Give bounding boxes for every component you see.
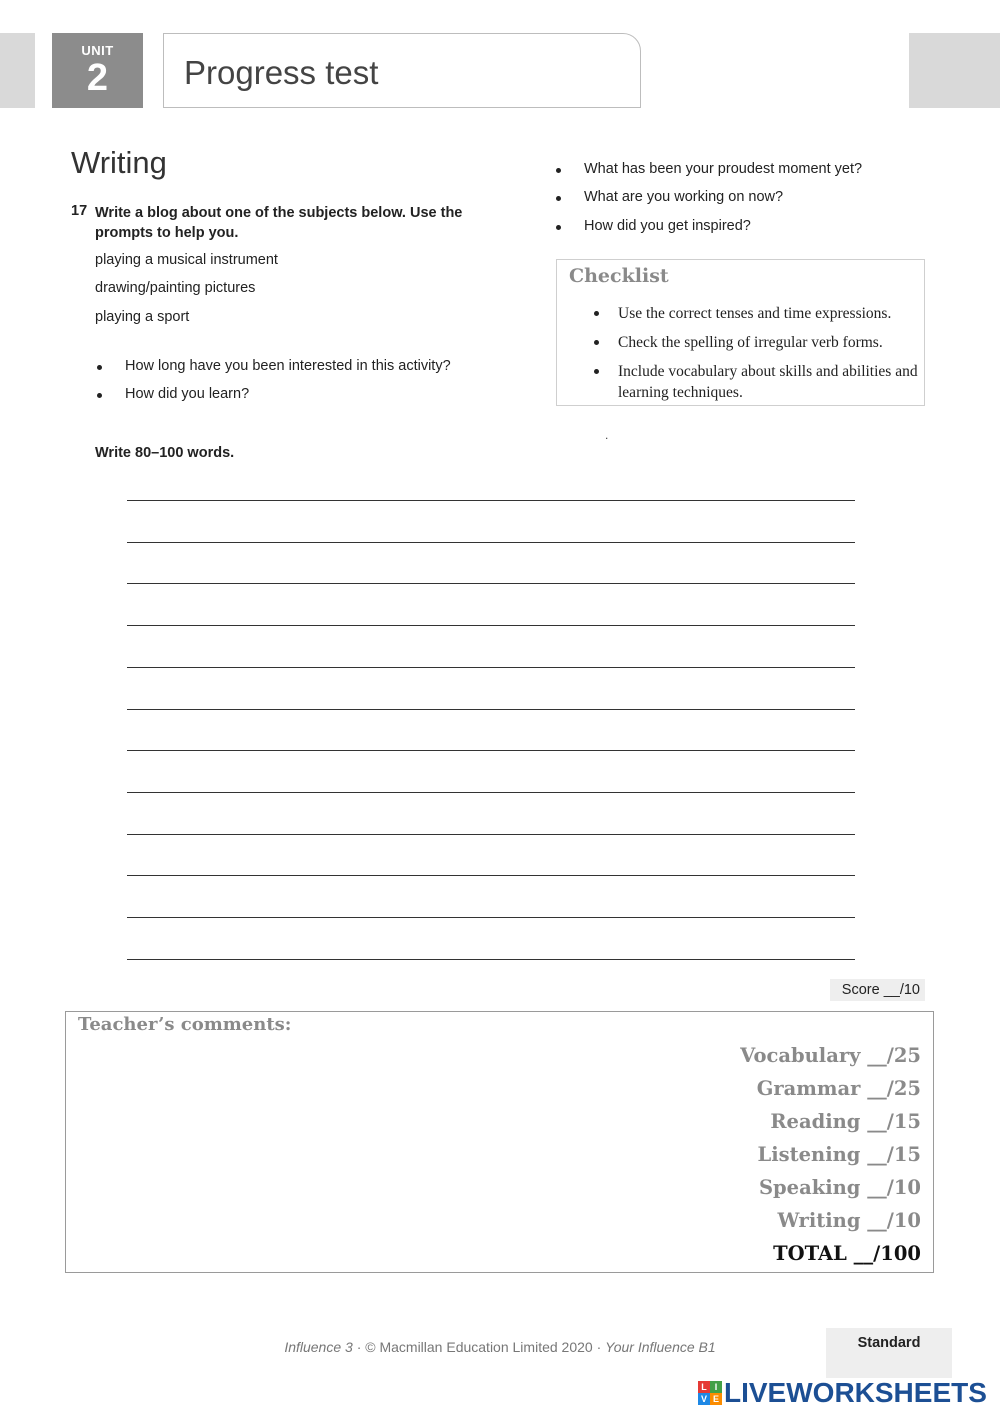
writing-line[interactable] <box>127 750 855 751</box>
liveworksheets-logo <box>698 1378 987 1408</box>
checklist-title: Checklist <box>569 265 669 287</box>
word-count-instruction: Write 80–100 words. <box>95 445 235 461</box>
liveworksheets-text: LIVEWORKSHEETS <box>724 1377 987 1408</box>
score-listening: Listening __/15 <box>757 1143 921 1166</box>
score-total: TOTAL __/100 <box>773 1242 921 1265</box>
stray-mark: . <box>605 428 609 442</box>
prompt-item: How did you get inspired? <box>584 218 751 234</box>
unit-number: 2 <box>86 57 109 99</box>
footer-publisher: · © Macmillan Education Limited 2020 · <box>352 1339 606 1355</box>
checklist-item: Check the spelling of irregular verb forms. <box>618 332 918 353</box>
checklist-item: Include vocabulary about skills and abilities and learning techniques. <box>618 363 918 401</box>
unit-badge <box>52 33 143 108</box>
writing-line[interactable] <box>127 792 855 793</box>
logo-letter: V <box>698 1393 710 1405</box>
writing-line[interactable] <box>127 875 855 876</box>
score-writing: Writing __/10 <box>777 1209 921 1232</box>
score-field: Score __/10 <box>830 979 925 1001</box>
writing-line[interactable] <box>127 583 855 584</box>
score-vocabulary: Vocabulary __/25 <box>740 1044 921 1067</box>
task-number: 17 <box>71 203 88 219</box>
logo-letter: I <box>710 1381 722 1393</box>
writing-line[interactable] <box>127 834 855 835</box>
writing-line[interactable] <box>127 917 855 918</box>
score-grammar: Grammar __/25 <box>756 1077 921 1100</box>
writing-line[interactable] <box>127 625 855 626</box>
score-speaking: Speaking __/10 <box>758 1176 921 1199</box>
prompt-item: What has been your proudest moment yet? <box>584 161 863 177</box>
level-badge: Standard <box>826 1328 952 1378</box>
header-left-tab <box>0 33 35 108</box>
writing-line[interactable] <box>127 500 855 501</box>
footer-book: Influence 3 <box>284 1339 353 1355</box>
page-title: Progress test <box>163 33 641 108</box>
subject-item: drawing/painting pictures <box>95 280 256 296</box>
section-title: Writing <box>71 145 167 180</box>
subject-item: playing a sport <box>95 309 190 325</box>
prompt-item: How long have you been interested in this activity? <box>125 358 451 374</box>
header-right-tab <box>909 33 1000 108</box>
checklist-box <box>556 259 925 406</box>
teacher-comments-box <box>65 1011 934 1273</box>
liveworksheets-icon <box>698 1381 722 1405</box>
checklist-item: Use the correct tenses and time expressions. <box>618 303 918 324</box>
subject-item: playing a musical instrument <box>95 252 278 268</box>
teacher-comments-title: Teacher’s comments: <box>78 1014 292 1035</box>
score-reading: Reading __/15 <box>770 1110 921 1133</box>
writing-line[interactable] <box>127 667 855 668</box>
writing-line[interactable] <box>127 709 855 710</box>
writing-line[interactable] <box>127 542 855 543</box>
unit-label: UNIT <box>81 43 114 58</box>
prompt-item: How did you learn? <box>125 386 250 402</box>
logo-letter: L <box>698 1381 710 1393</box>
writing-line[interactable] <box>127 959 855 960</box>
prompt-item: What are you working on now? <box>584 189 784 205</box>
logo-letter: E <box>710 1393 722 1405</box>
footer-series: Your Influence B1 <box>605 1339 716 1355</box>
task-instructions: Write a blog about one of the subjects below. Use the prompts to help you. <box>95 205 463 241</box>
